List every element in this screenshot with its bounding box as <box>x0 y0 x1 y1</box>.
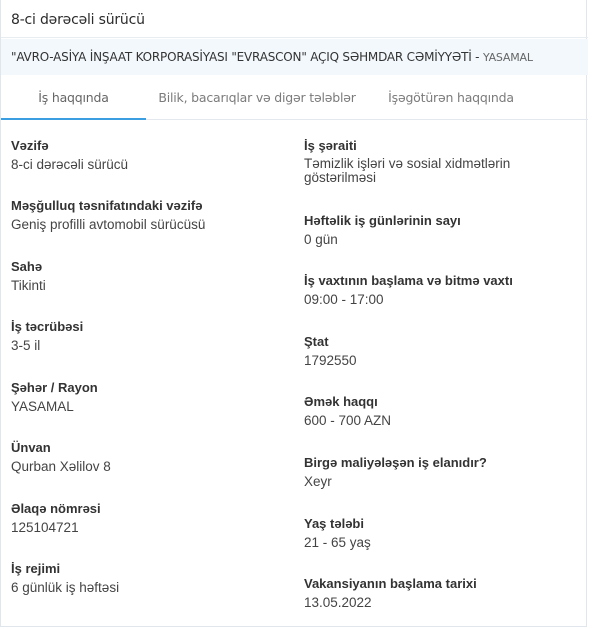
field-value: 600 - 700 AZN <box>304 413 392 428</box>
field-address <box>11 440 111 475</box>
field-value: 3-5 il <box>11 338 41 353</box>
field-label: İş rejimi <box>11 561 61 576</box>
company-name: "AVRO-ASİYA İNŞAAT KORPORASİYASI "EVRASCON" AÇIQ SƏHMDAR CƏMİYYƏTİ - <box>11 50 480 64</box>
field-cofinanced <box>304 455 487 490</box>
company-location: YASAMAL <box>482 51 533 64</box>
company-name-line <box>11 50 533 64</box>
field-label: Ünvan <box>11 440 51 455</box>
field-label: Birgə maliyələşən iş elanıdır? <box>304 455 487 470</box>
field-value: Tikinti <box>11 278 46 293</box>
field-value: YASAMAL <box>11 399 74 414</box>
field-staff-id <box>304 334 357 369</box>
field-label: Vakansiyanın başlama tarixi <box>304 576 477 591</box>
field-value: Xeyr <box>304 474 332 489</box>
field-label: Məşğulluq təsnifatındaki vəzifə <box>11 198 203 213</box>
field-work-mode <box>11 561 119 596</box>
field-vacancy-start-date <box>304 576 477 611</box>
field-value: 125104721 <box>11 520 79 535</box>
field-classification-position <box>11 198 205 233</box>
field-label: Əlaqə nömrəsi <box>11 501 101 516</box>
field-value: Geniş profilli avtomobil sürücüsü <box>11 217 206 232</box>
field-label: Şəhər / Rayon <box>11 380 98 395</box>
field-sector <box>11 259 46 294</box>
tab-about-job[interactable]: İş haqqında <box>1 76 146 120</box>
field-work-conditions <box>304 138 544 185</box>
field-value: Təmizlik işləri və sosial xidmətlərin göstərilməsi <box>304 156 511 185</box>
field-salary <box>304 394 391 429</box>
field-value: 13.05.2022 <box>304 595 372 610</box>
field-value: 1792550 <box>304 353 357 368</box>
vacancy-title: 8-ci dərəcəli sürücü <box>11 12 145 28</box>
field-work-hours <box>304 273 513 308</box>
field-position <box>11 138 128 173</box>
field-value: 0 gün <box>304 232 338 247</box>
tab-bar <box>1 76 588 120</box>
field-age-requirement <box>304 516 371 551</box>
field-label: Həftəlik iş günlərinin sayı <box>304 213 461 228</box>
field-value: Qurban Xəlilov 8 <box>11 459 111 474</box>
field-experience <box>11 319 83 354</box>
field-value: 6 günlük iş həftəsi <box>11 580 120 595</box>
field-label: Yaş tələbi <box>304 516 364 531</box>
field-label: Ştat <box>304 334 329 349</box>
company-bar <box>1 39 588 75</box>
field-label: İş şəraiti <box>304 138 357 153</box>
tab-about-employer[interactable]: İşəgötürən haqqında <box>388 90 514 105</box>
field-label: Vəzifə <box>11 138 49 153</box>
field-label: İş vaxtının başlama və bitmə vaxtı <box>304 273 513 288</box>
field-city-district <box>11 380 98 415</box>
field-value: 09:00 - 17:00 <box>304 292 384 307</box>
field-label: Sahə <box>11 259 43 274</box>
field-label: Əmək haqqı <box>304 394 378 409</box>
title-bar <box>1 0 588 38</box>
tab-skills-requirements[interactable]: Bilik, bacarıqlar və digər tələblər <box>158 90 356 105</box>
field-weekly-work-days <box>304 213 461 248</box>
field-value: 21 - 65 yaş <box>304 535 371 550</box>
field-contact-number <box>11 501 101 536</box>
field-label: İş təcrübəsi <box>11 319 84 334</box>
field-value: 8-ci dərəcəli sürücü <box>11 157 129 172</box>
